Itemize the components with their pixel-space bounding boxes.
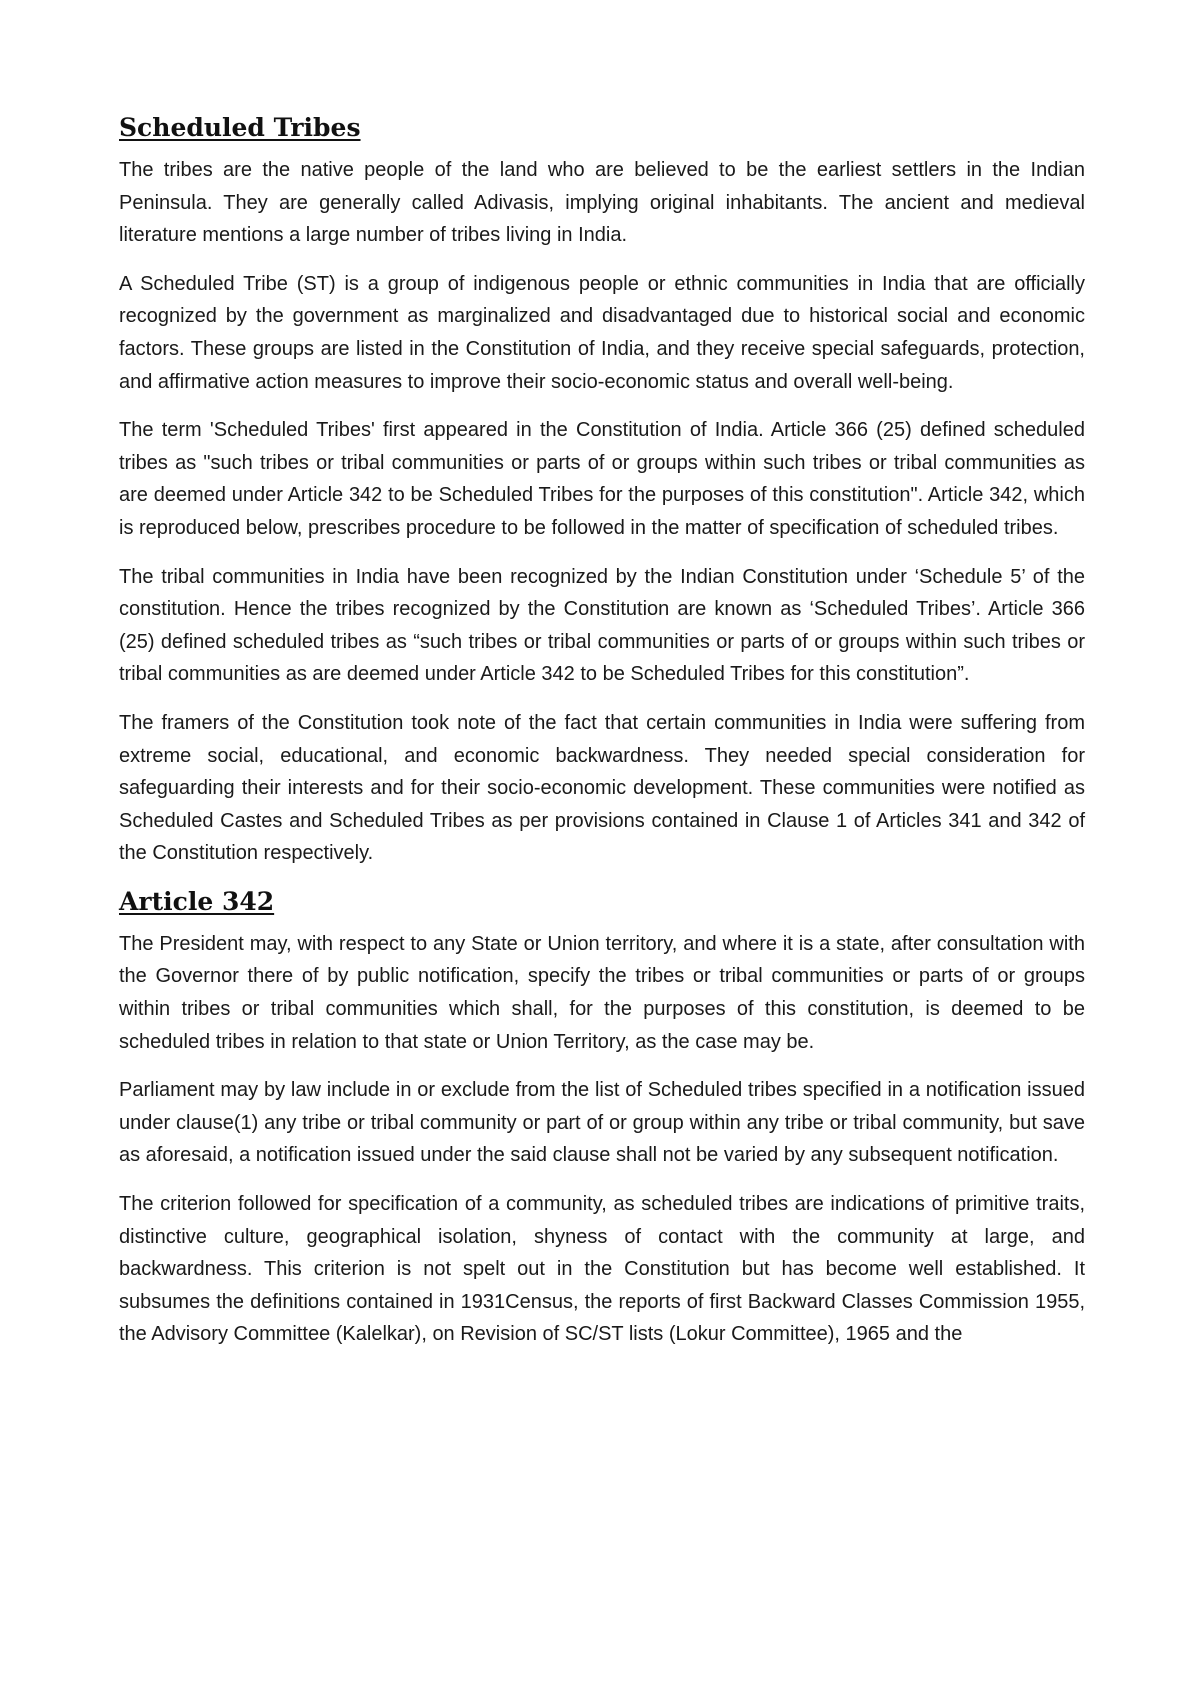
paragraph: The tribal communities in India have been recognized by the Indian Constitution under ‘Schedule 5’ of the constitution. Hence the tribes recognized by the Constitution are known as ‘Scheduled Tribes’. Article 366 (25) defined scheduled tribes as “such tribes or tribal communities or parts of or groups within such tribes or tribal communities as are deemed under Article 342 to be Scheduled Tribes for this constitution”. [119,565,1085,686]
paragraph: A Scheduled Tribe (ST) is a group of indigenous people or ethnic communities in India that are officially recognized by the government as marginalized and disadvantaged due to historical social and economic factors. These groups are listed in the Constitution of India, and they receive special safeguards, protection, and affirmative action measures to improve their socio-economic status and overall well-being. [119,272,1085,393]
paragraph: The criterion followed for specification of a community, as scheduled tribes are indications of primitive traits, distinctive culture, geographical isolation, shyness of contact with the community at large, and backwardness. This criterion is not spelt out in the Constitution but has become well established. It subsumes the definitions contained in 1931Census, the reports of first Backward Classes Commission 1955, the Advisory Committee (Kalelkar), on Revision of SC/ST lists (Lokur Committee), 1965 and the [119,1193,1085,1346]
paragraph: The term 'Scheduled Tribes' first appeared in the Constitution of India. Article 366 (25) defined scheduled tribes as "such tribes or tribal communities or parts of or groups within such tribes or tribal communities as are deemed under Article 342 to be Scheduled Tribes for the purposes of this constitution". Article 342, which is reproduced below, prescribes procedure to be followed in the matter of specification of scheduled tribes. [119,419,1085,539]
paragraph: Parliament may by law include in or exclude from the list of Scheduled tribes specified in a notification issued under clause(1) any tribe or tribal community or part of or group within any tribe or tribal community, but save as aforesaid, a notification issued under the said clause shall not be varied by any subsequent notification. [119,1079,1085,1167]
section-heading-scheduled-tribes: Scheduled Tribes [119,113,361,142]
paragraph: The President may, with respect to any State or Union territory, and where it is a state, after consultation with the Governor there of by public notification, specify the tribes or tribal communities or parts of or groups within tribes or tribal communities which shall, for the purposes of this constitution, is deemed to be scheduled tribes in relation to that state or Union Territory, as the case may be. [119,932,1085,1053]
paragraph: The tribes are the native people of the land who are believed to be the earliest settlers in the Indian Peninsula. They are generally called Adivasis, implying original inhabitants. The ancient and medieval literature mentions a large number of tribes living in India. [119,159,1085,247]
document-page [119,112,1085,1351]
section-heading-article-342: Article 342 [119,886,275,916]
paragraph: The framers of the Constitution took note of the fact that certain communities in India were suffering from extreme social, educational, and economic backwardness. They needed special consideration for safeguarding their interests and for their socio-economic development. These communities were notified as Scheduled Castes and Scheduled Tribes as per provisions contained in Clause 1 of Articles 341 and 342 of the Constitution respectively. [119,711,1085,865]
